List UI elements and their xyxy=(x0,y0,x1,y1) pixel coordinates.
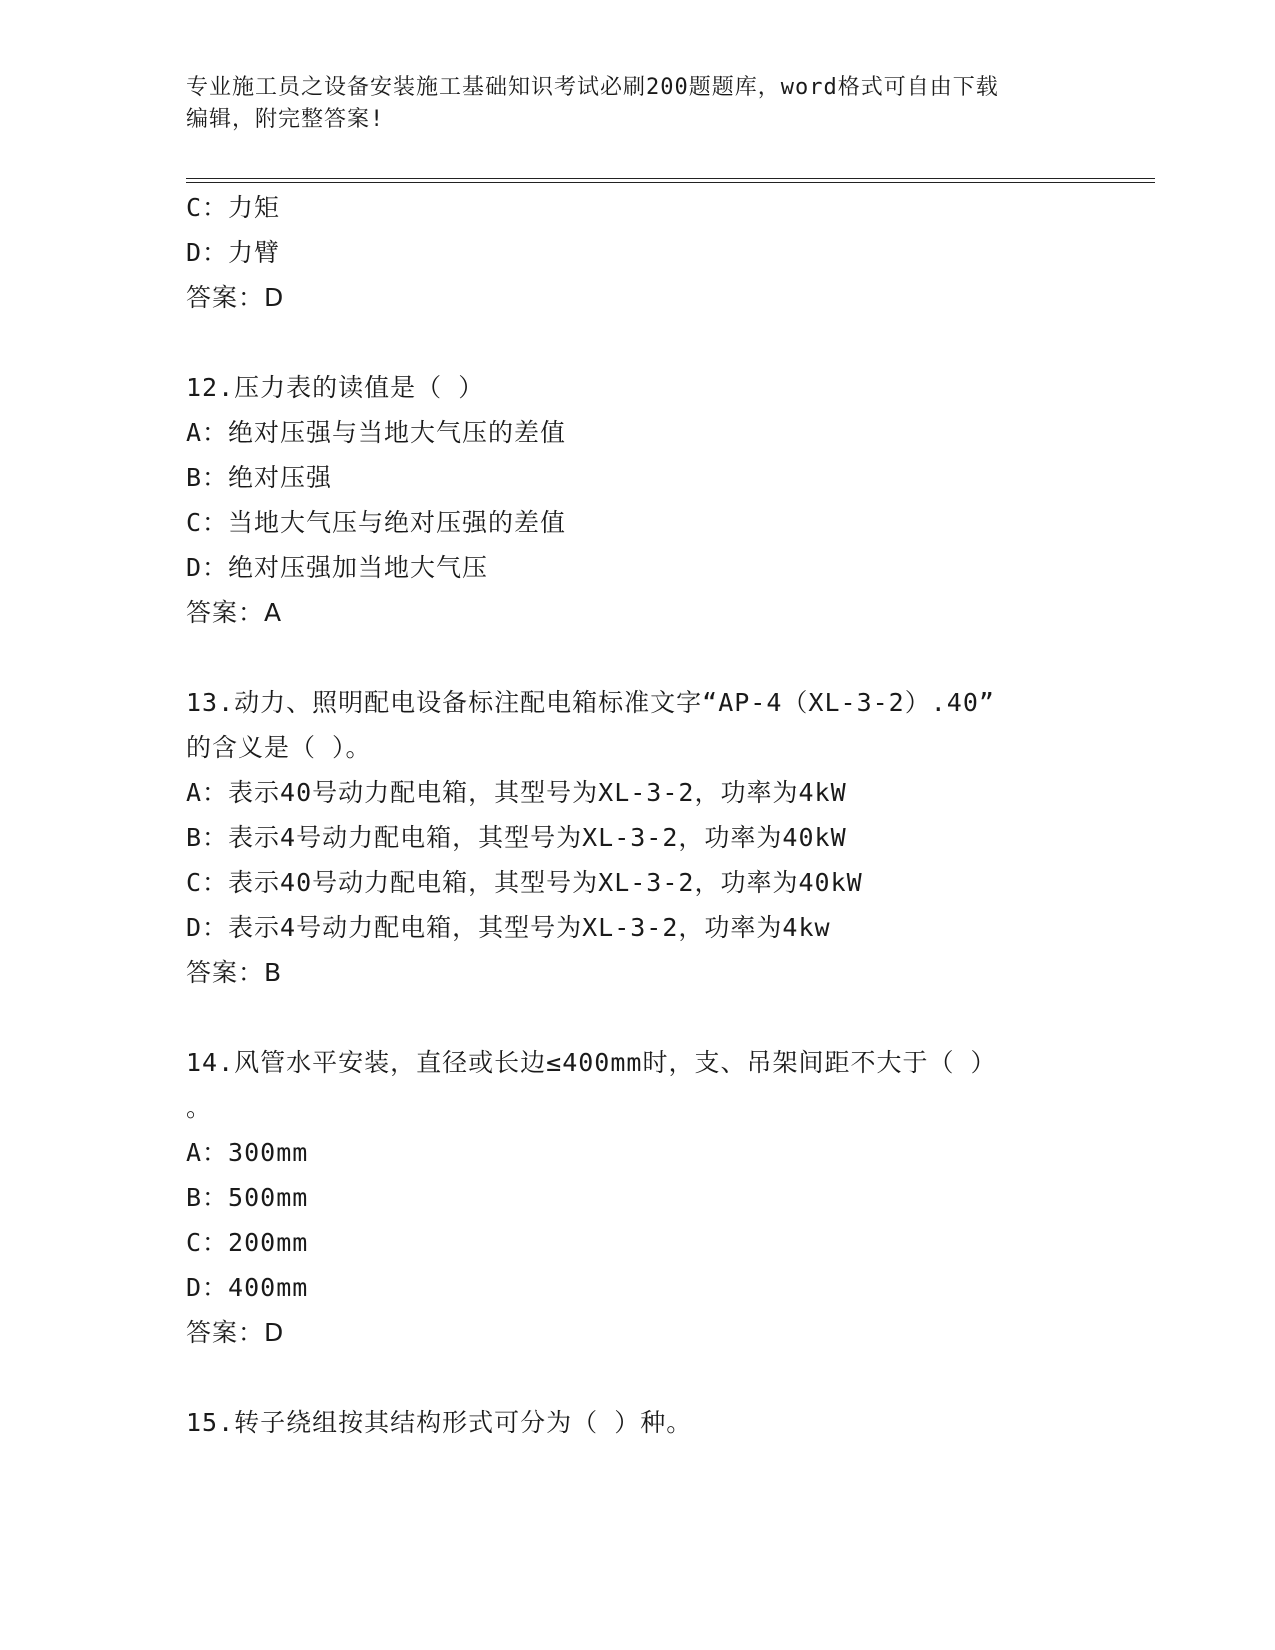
q15-question: 15.转子绕组按其结构形式可分为（ ）种。 xyxy=(186,1408,693,1437)
document-header xyxy=(186,72,1066,136)
q14-option-d: D：400mm xyxy=(186,1273,309,1302)
header-line-1: 专业施工员之设备安装施工基础知识考试必刷200题题库，word格式可自由下载 xyxy=(186,75,999,100)
header-line-2: 编辑，附完整答案! xyxy=(186,107,385,132)
q14-option-c: C：200mm xyxy=(186,1228,309,1257)
q13-question-line-2: 的含义是（ ）。 xyxy=(186,733,372,762)
q11-option-c: C：力矩 xyxy=(186,193,281,222)
q14-question-line-1: 14.风管水平安装，直径或长边≤400mm时，支、吊架间距不大于（ ） xyxy=(186,1048,997,1077)
q13-option-d: D：表示4号动力配电箱，其型号为XL-3-2，功率为4kw xyxy=(186,913,831,942)
q12-option-c: C：当地大气压与绝对压强的差值 xyxy=(186,508,567,537)
q13-option-c: C：表示40号动力配电箱，其型号为XL-3-2，功率为40kW xyxy=(186,868,863,897)
q14-answer: 答案：D xyxy=(186,1318,285,1347)
q12-option-a: A：绝对压强与当地大气压的差值 xyxy=(186,418,567,447)
q11-answer: 答案：D xyxy=(186,283,285,312)
q12-answer: 答案：A xyxy=(186,598,283,627)
q13-question-line-1: 13.动力、照明配电设备标注配电箱标准文字“AP-4（XL-3-2）.40” xyxy=(186,688,995,717)
q13-answer: 答案：B xyxy=(186,958,283,987)
q13-option-b: B：表示4号动力配电箱，其型号为XL-3-2，功率为40kW xyxy=(186,823,847,852)
q12-option-b: B：绝对压强 xyxy=(186,463,333,492)
q14-option-a: A：300mm xyxy=(186,1138,309,1167)
header-divider-bottom xyxy=(186,182,1155,183)
header-divider-top xyxy=(186,178,1155,179)
q12-question: 12.压力表的读值是（ ） xyxy=(186,373,485,402)
q12-option-d: D：绝对压强加当地大气压 xyxy=(186,553,489,582)
q11-option-d: D：力臂 xyxy=(186,238,281,267)
q14-question-line-2: 。 xyxy=(186,1093,213,1122)
q13-option-a: A：表示40号动力配电箱，其型号为XL-3-2，功率为4kW xyxy=(186,778,847,807)
q14-option-b: B：500mm xyxy=(186,1183,309,1212)
